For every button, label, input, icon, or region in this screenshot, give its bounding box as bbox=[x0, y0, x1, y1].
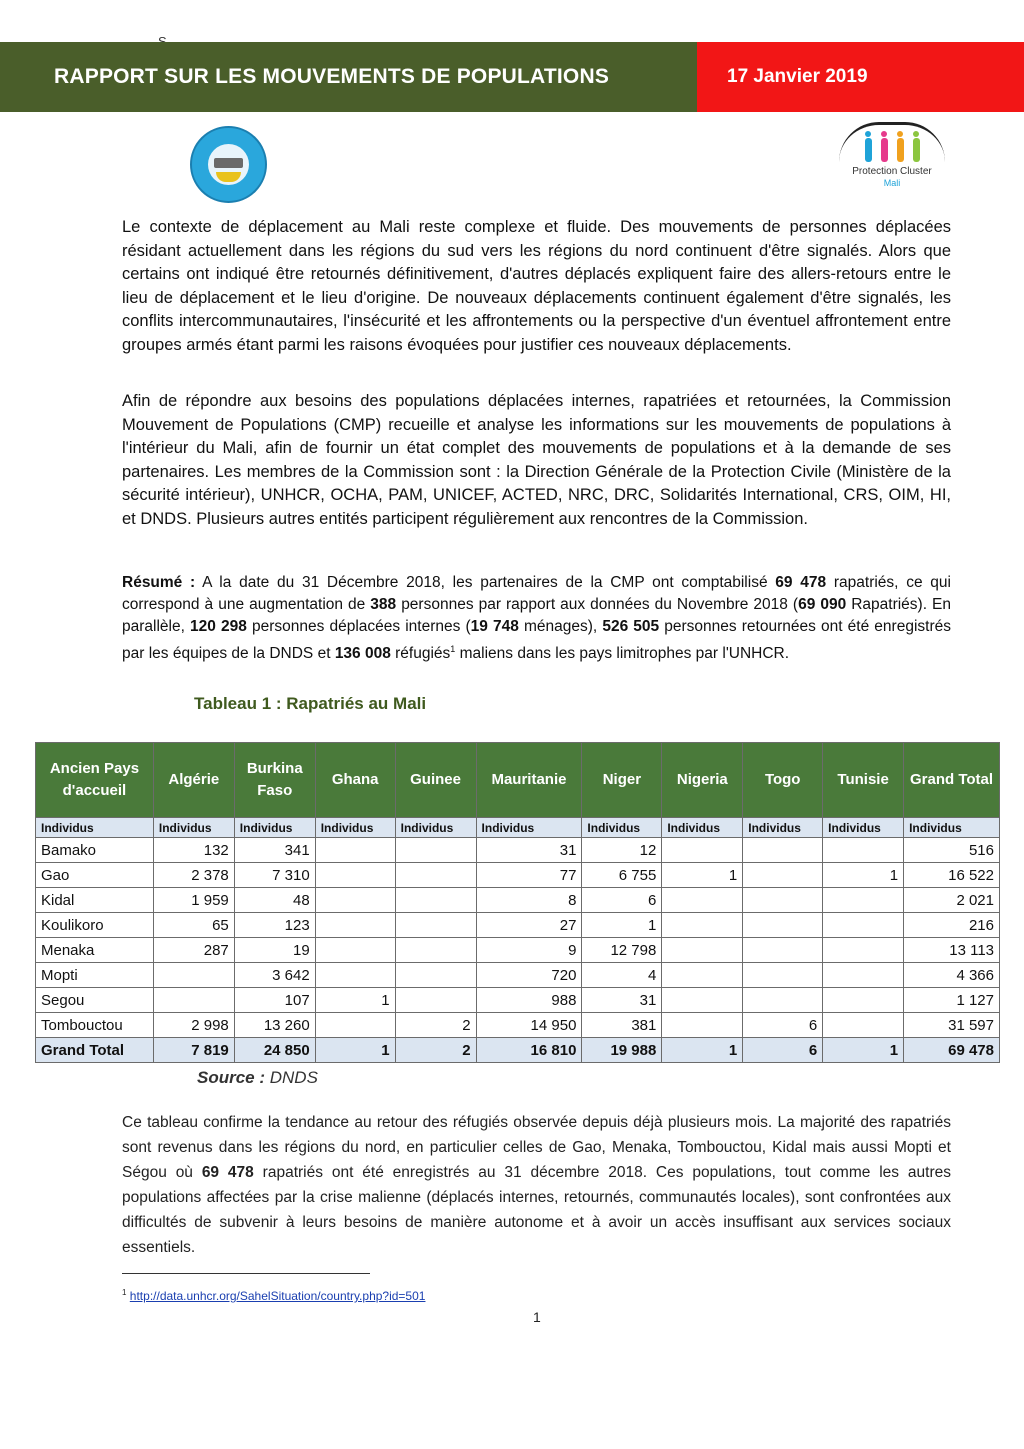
logo-figure-pink bbox=[881, 138, 888, 162]
government-seal-logo bbox=[190, 126, 267, 203]
table-cell bbox=[823, 1013, 904, 1038]
header-banner bbox=[0, 42, 1024, 112]
logo-figure-blue bbox=[865, 138, 872, 162]
column-header: Ghana bbox=[315, 743, 395, 818]
region-cell: Mopti bbox=[36, 963, 154, 988]
table-cell: 132 bbox=[153, 838, 234, 863]
analysis-figure: 69 478 bbox=[201, 1164, 254, 1181]
table-total-row bbox=[36, 1038, 1000, 1063]
column-subheader: Individus bbox=[476, 818, 582, 838]
region-cell: Menaka bbox=[36, 938, 154, 963]
intro-paragraph: Le contexte de déplacement au Mali reste complexe et fluide. Des mouvements de personnes déplacées résidant actuellement dans les régions du sud vers les régions du nord continuent d'être signalés. Alors que certains ont indiqué être retournés définitivement, d'autres déplacés expliquent faire des allers-retours entre le lieu de déplacement et le lieu d'origine. De nouveaux déplacements continuent également d'être signalés, les conflits intercommunautaires, l'insécurité et les affrontements ou la perspective d'un éventuel affrontement entre groupes armés étant parmi les raisons évoquées pour justifier ces nouveaux déplacements. bbox=[122, 218, 951, 354]
table-cell: 6 755 bbox=[582, 863, 662, 888]
region-cell: Tombouctou bbox=[36, 1013, 154, 1038]
table-cell bbox=[315, 863, 395, 888]
table-cell: 31 bbox=[582, 988, 662, 1013]
table-cell: 13 260 bbox=[234, 1013, 315, 1038]
table-cell: 1 127 bbox=[904, 988, 1000, 1013]
table-cell bbox=[743, 838, 823, 863]
summary-figure: 136 008 bbox=[334, 645, 391, 663]
summary-text: personnes retournées ont été enregistrés par les équipes de la DNDS et bbox=[122, 618, 951, 663]
table-cell: 720 bbox=[476, 963, 582, 988]
table-row bbox=[36, 913, 1000, 938]
banner-title-block bbox=[0, 42, 697, 112]
table-cell bbox=[662, 913, 743, 938]
column-subheader: Individus bbox=[36, 818, 154, 838]
table-cell bbox=[395, 988, 476, 1013]
column-header: Grand Total bbox=[904, 743, 1000, 818]
column-subheader: Individus bbox=[153, 818, 234, 838]
table-cell: 77 bbox=[476, 863, 582, 888]
total-cell: 7 819 bbox=[153, 1038, 234, 1063]
column-header: Niger bbox=[582, 743, 662, 818]
logo-figure-head-orange bbox=[897, 131, 903, 137]
summary-figure: 19 748 bbox=[470, 618, 519, 635]
table-row bbox=[36, 863, 1000, 888]
table-cell bbox=[315, 888, 395, 913]
total-label-cell: Grand Total bbox=[36, 1038, 154, 1063]
table-cell: 27 bbox=[476, 913, 582, 938]
region-cell: Kidal bbox=[36, 888, 154, 913]
table-cell: 31 597 bbox=[904, 1013, 1000, 1038]
table-cell: 48 bbox=[234, 888, 315, 913]
table-cell bbox=[823, 938, 904, 963]
logo-subcaption: Mali bbox=[883, 178, 901, 188]
column-subheader: Individus bbox=[904, 818, 1000, 838]
column-header: Ancien Pays d'accueil bbox=[36, 743, 154, 818]
summary-text: ménages), bbox=[518, 618, 603, 635]
column-header: Guinee bbox=[395, 743, 476, 818]
footnote-number: 1 bbox=[122, 1288, 127, 1297]
table-row bbox=[36, 1013, 1000, 1038]
repatriates-table bbox=[35, 742, 1000, 1063]
logo-figure-orange bbox=[897, 138, 904, 162]
summary-figure: 526 505 bbox=[602, 618, 660, 635]
column-subheader: Individus bbox=[662, 818, 743, 838]
table-cell: 16 522 bbox=[904, 863, 1000, 888]
total-cell: 24 850 bbox=[234, 1038, 315, 1063]
table-cell: 4 366 bbox=[904, 963, 1000, 988]
table-cell: 6 bbox=[743, 1013, 823, 1038]
summary-figure: 69 090 bbox=[798, 596, 847, 613]
table-cell: 381 bbox=[582, 1013, 662, 1038]
report-title: RAPPORT SUR LES MOUVEMENTS DE POPULATIONS bbox=[54, 65, 610, 88]
column-header: Togo bbox=[743, 743, 823, 818]
table-cell: 19 bbox=[234, 938, 315, 963]
region-cell: Gao bbox=[36, 863, 154, 888]
table-cell: 7 310 bbox=[234, 863, 315, 888]
table-source bbox=[197, 1068, 318, 1088]
table-cell: 31 bbox=[476, 838, 582, 863]
table-cell: 8 bbox=[476, 888, 582, 913]
table-cell: 14 950 bbox=[476, 1013, 582, 1038]
column-subheader: Individus bbox=[823, 818, 904, 838]
source-label: Source : bbox=[197, 1068, 266, 1087]
protection-cluster-logo bbox=[833, 122, 951, 190]
table-cell bbox=[662, 938, 743, 963]
table-cell bbox=[823, 963, 904, 988]
summary-paragraph bbox=[122, 572, 951, 665]
table-cell: 3 642 bbox=[234, 963, 315, 988]
column-subheader: Individus bbox=[234, 818, 315, 838]
table-cell: 516 bbox=[904, 838, 1000, 863]
column-header: Algérie bbox=[153, 743, 234, 818]
table-cell bbox=[662, 838, 743, 863]
table-cell bbox=[315, 1013, 395, 1038]
table-cell: 2 378 bbox=[153, 863, 234, 888]
total-cell: 19 988 bbox=[582, 1038, 662, 1063]
table-cell bbox=[743, 963, 823, 988]
footnote-reference: 1 bbox=[450, 644, 456, 654]
logo-figure-head-blue bbox=[865, 131, 871, 137]
total-cell: 1 bbox=[823, 1038, 904, 1063]
footnote bbox=[122, 1288, 425, 1303]
table-cell bbox=[743, 888, 823, 913]
table-cell bbox=[315, 913, 395, 938]
table-cell: 1 bbox=[315, 988, 395, 1013]
banner-date-block bbox=[697, 42, 1024, 112]
table-cell: 341 bbox=[234, 838, 315, 863]
table-cell bbox=[743, 988, 823, 1013]
column-header: Tunisie bbox=[823, 743, 904, 818]
table-cell bbox=[823, 988, 904, 1013]
table-cell bbox=[315, 938, 395, 963]
table-cell bbox=[662, 963, 743, 988]
column-header: Mauritanie bbox=[476, 743, 582, 818]
table-cell: 1 bbox=[662, 863, 743, 888]
table-cell bbox=[823, 888, 904, 913]
table-cell: 216 bbox=[904, 913, 1000, 938]
table-body bbox=[36, 838, 1000, 1063]
column-subheader: Individus bbox=[315, 818, 395, 838]
total-cell: 2 bbox=[395, 1038, 476, 1063]
logo-caption: Protection Cluster bbox=[852, 166, 932, 177]
table-cell bbox=[315, 838, 395, 863]
page-number: 1 bbox=[533, 1309, 541, 1325]
table-caption: Tableau 1 : Rapatriés au Mali bbox=[194, 694, 427, 713]
table-cell: 123 bbox=[234, 913, 315, 938]
summary-text: réfugiés bbox=[390, 645, 451, 663]
summary-figure: 388 bbox=[370, 596, 397, 613]
table-cell bbox=[743, 863, 823, 888]
summary-figure: 120 298 bbox=[190, 618, 247, 635]
table-cell bbox=[743, 938, 823, 963]
table-row bbox=[36, 838, 1000, 863]
summary-text: A la date du 31 Décembre 2018, les partenaires de la CMP ont comptabilisé bbox=[195, 574, 776, 591]
table-cell: 988 bbox=[476, 988, 582, 1013]
table-cell bbox=[823, 838, 904, 863]
table-cell: 2 021 bbox=[904, 888, 1000, 913]
table-subheader-row bbox=[36, 818, 1000, 838]
total-cell: 16 810 bbox=[476, 1038, 582, 1063]
logo-figure-green bbox=[913, 138, 920, 162]
table-cell: 1 bbox=[582, 913, 662, 938]
column-header: Nigeria bbox=[662, 743, 743, 818]
report-date: 17 Janvier 2019 bbox=[727, 66, 868, 87]
table-header-row bbox=[36, 743, 1000, 818]
column-subheader: Individus bbox=[743, 818, 823, 838]
total-cell: 1 bbox=[315, 1038, 395, 1063]
analysis-text: rapatriés ont été enregistrés au 31 décembre 2018. Ces populations, tout comme les autres populations affectées par la crise malienne (déplacés internes, retournés, communautés locales), sont confrontées aux difficultés de subvenir à leurs besoins de manière autonome et à avoir un accès insuffisant aux services sociaux essentiels. bbox=[122, 1164, 951, 1256]
table-cell bbox=[662, 1013, 743, 1038]
table-cell bbox=[395, 913, 476, 938]
table-cell bbox=[395, 863, 476, 888]
table-cell bbox=[823, 913, 904, 938]
table-cell: 12 798 bbox=[582, 938, 662, 963]
logo-figure-head-green bbox=[913, 131, 919, 137]
table-cell bbox=[153, 963, 234, 988]
table-cell bbox=[395, 938, 476, 963]
summary-text: personnes par rapport aux données du Novembre 2018 ( bbox=[396, 596, 799, 613]
table-cell: 287 bbox=[153, 938, 234, 963]
analysis-paragraph bbox=[122, 1110, 951, 1260]
table-cell bbox=[395, 838, 476, 863]
seal-emblem bbox=[214, 158, 243, 168]
summary-text: rapatriés, ce qui correspond à une augmentation de bbox=[122, 574, 951, 613]
summary-text: personnes déplacées internes ( bbox=[246, 618, 471, 635]
table-cell bbox=[315, 963, 395, 988]
table-cell: 9 bbox=[476, 938, 582, 963]
total-cell: 69 478 bbox=[904, 1038, 1000, 1063]
logo-figure-head-pink bbox=[881, 131, 887, 137]
table-cell: 107 bbox=[234, 988, 315, 1013]
table-row bbox=[36, 963, 1000, 988]
table-cell bbox=[662, 888, 743, 913]
footnote-link[interactable]: http://data.unhcr.org/SahelSituation/country.php?id=501 bbox=[129, 1289, 426, 1303]
table-cell: 2 bbox=[395, 1013, 476, 1038]
footnote-divider bbox=[122, 1273, 370, 1274]
source-value: DNDS bbox=[265, 1068, 318, 1087]
total-cell: 6 bbox=[743, 1038, 823, 1063]
summary-text: maliens dans les pays limitrophes par l'UNHCR. bbox=[455, 645, 790, 663]
table-cell: 2 998 bbox=[153, 1013, 234, 1038]
table-cell bbox=[395, 888, 476, 913]
summary-label: Résumé : bbox=[122, 574, 196, 591]
total-cell: 1 bbox=[662, 1038, 743, 1063]
table-cell: 1 bbox=[823, 863, 904, 888]
table-cell: 12 bbox=[582, 838, 662, 863]
column-subheader: Individus bbox=[395, 818, 476, 838]
column-subheader: Individus bbox=[582, 818, 662, 838]
region-cell: Bamako bbox=[36, 838, 154, 863]
summary-figure: 69 478 bbox=[775, 574, 827, 591]
table-cell bbox=[153, 988, 234, 1013]
table-cell: 65 bbox=[153, 913, 234, 938]
logo-arc bbox=[839, 122, 945, 162]
table-row bbox=[36, 938, 1000, 963]
table-row bbox=[36, 888, 1000, 913]
table-cell bbox=[743, 913, 823, 938]
analysis-text: Ce tableau confirme la tendance au retour des réfugiés observée depuis déjà plusieurs mois. La majorité des rapatriés sont revenus dans les régions du nord, en particulier celles de Gao, Menaka, Tombouctou, Kidal mais aussi Mopti et Ségou où bbox=[122, 1114, 951, 1181]
table-cell: 1 959 bbox=[153, 888, 234, 913]
region-cell: Segou bbox=[36, 988, 154, 1013]
region-cell: Koulikoro bbox=[36, 913, 154, 938]
table-row bbox=[36, 988, 1000, 1013]
table-cell bbox=[395, 963, 476, 988]
table-cell: 6 bbox=[582, 888, 662, 913]
table-cell bbox=[662, 988, 743, 1013]
column-header: Burkina Faso bbox=[234, 743, 315, 818]
table-cell: 13 113 bbox=[904, 938, 1000, 963]
commission-paragraph: Afin de répondre aux besoins des populations déplacées internes, rapatriées et retournées, la Commission Mouvement de Populations (CMP) recueille et analyse les informations sur les mouvements de populations à l'intérieur du Mali, afin de fournir un état complet des mouvements de populations et à la demande de ses partenaires. Les membres de la Commission sont : la Direction Générale de la Protection Civile (Ministère de la sécurité intérieur), UNHCR, OCHA, PAM, UNICEF, ACTED, NRC, DRC, Solidarités International, CRS, OIM, HI, et DNDS. Plusieurs autres entités participent régulièrement aux rencontres de la Commission. bbox=[122, 392, 951, 528]
summary-text: Rapatriés). En parallèle, bbox=[122, 596, 952, 635]
table-cell: 4 bbox=[582, 963, 662, 988]
